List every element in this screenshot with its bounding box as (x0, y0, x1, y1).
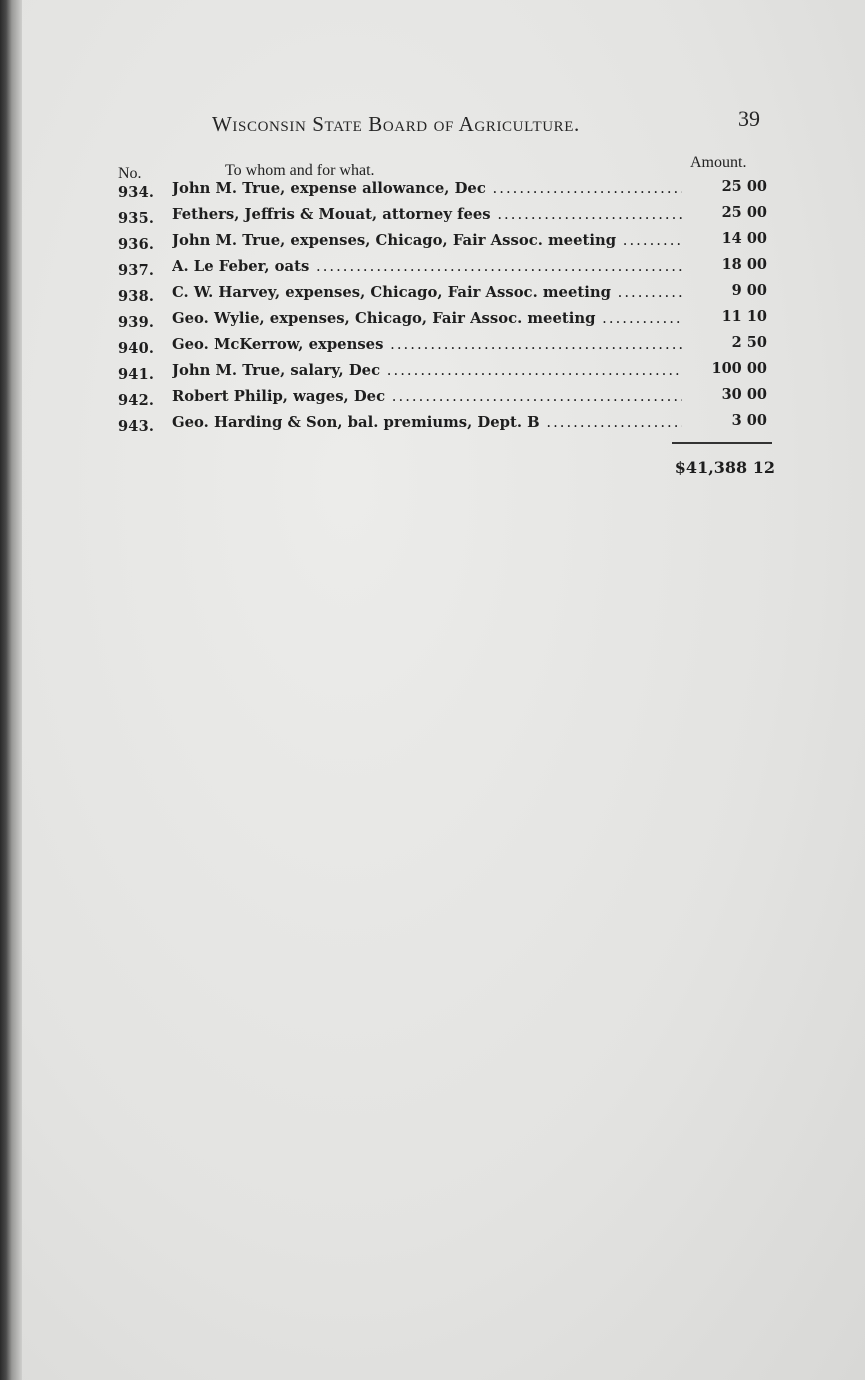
row-amount: 25 00 (721, 178, 767, 195)
row-description: John M. True, expense allowance, Dec ..... (172, 180, 682, 197)
ledger-row (0, 308, 865, 334)
row-amount: 100 00 (711, 360, 767, 377)
ledger-row (0, 360, 865, 386)
row-amount: 11 10 (721, 308, 767, 325)
row-description: C. W. Harvey, expenses, Chicago, Fair Assoc. meeting ..... (172, 284, 682, 301)
ledger-row (0, 386, 865, 412)
ledger-row (0, 230, 865, 256)
column-header-no: No. (118, 165, 142, 182)
row-description: Geo. Harding & Son, bal. premiums, Dept. B ..... (172, 414, 682, 431)
page-number: 39 (738, 106, 760, 131)
row-amount: 3 00 (731, 412, 767, 429)
row-number: 936. (118, 236, 155, 253)
row-number: 943. (118, 418, 155, 435)
row-amount: 9 00 (731, 282, 767, 299)
ledger-row (0, 412, 865, 438)
row-number: 939. (118, 314, 155, 331)
row-description: John M. True, expenses, Chicago, Fair Assoc. meeting ..... (172, 232, 682, 249)
row-amount: 18 00 (721, 256, 767, 273)
ledger-row (0, 256, 865, 282)
total-rule (672, 442, 772, 444)
ledger-row (0, 282, 865, 308)
running-header (0, 106, 865, 140)
row-description: Geo. Wylie, expenses, Chicago, Fair Assoc. meeting ..... (172, 310, 682, 327)
row-number: 934. (118, 184, 155, 201)
row-number: 935. (118, 210, 155, 227)
row-number: 942. (118, 392, 155, 409)
row-number: 938. (118, 288, 155, 305)
row-description: Robert Philip, wages, Dec ..... (172, 388, 682, 405)
row-number: 937. (118, 262, 155, 279)
row-amount: 25 00 (721, 204, 767, 221)
row-description: Geo. McKerrow, expenses ..... (172, 336, 682, 353)
ledger-row (0, 204, 865, 230)
ledger-row (0, 178, 865, 204)
row-number: 940. (118, 340, 155, 357)
grand-total: $41,388 12 (674, 458, 775, 477)
row-amount: 14 00 (721, 230, 767, 247)
row-description: Fethers, Jeffris & Mouat, attorney fees ..... (172, 206, 682, 223)
row-description: A. Le Feber, oats ..... (172, 258, 682, 275)
row-amount: 2 50 (731, 334, 767, 351)
ledger-row (0, 334, 865, 360)
row-amount: 30 00 (721, 386, 767, 403)
column-header-description: To whom and for what. (225, 162, 375, 179)
header-title: Wisconsin State Board of Agriculture. (212, 112, 580, 136)
row-number: 941. (118, 366, 155, 383)
column-header-amount: Amount. (690, 154, 747, 171)
row-description: John M. True, salary, Dec ..... (172, 362, 682, 379)
